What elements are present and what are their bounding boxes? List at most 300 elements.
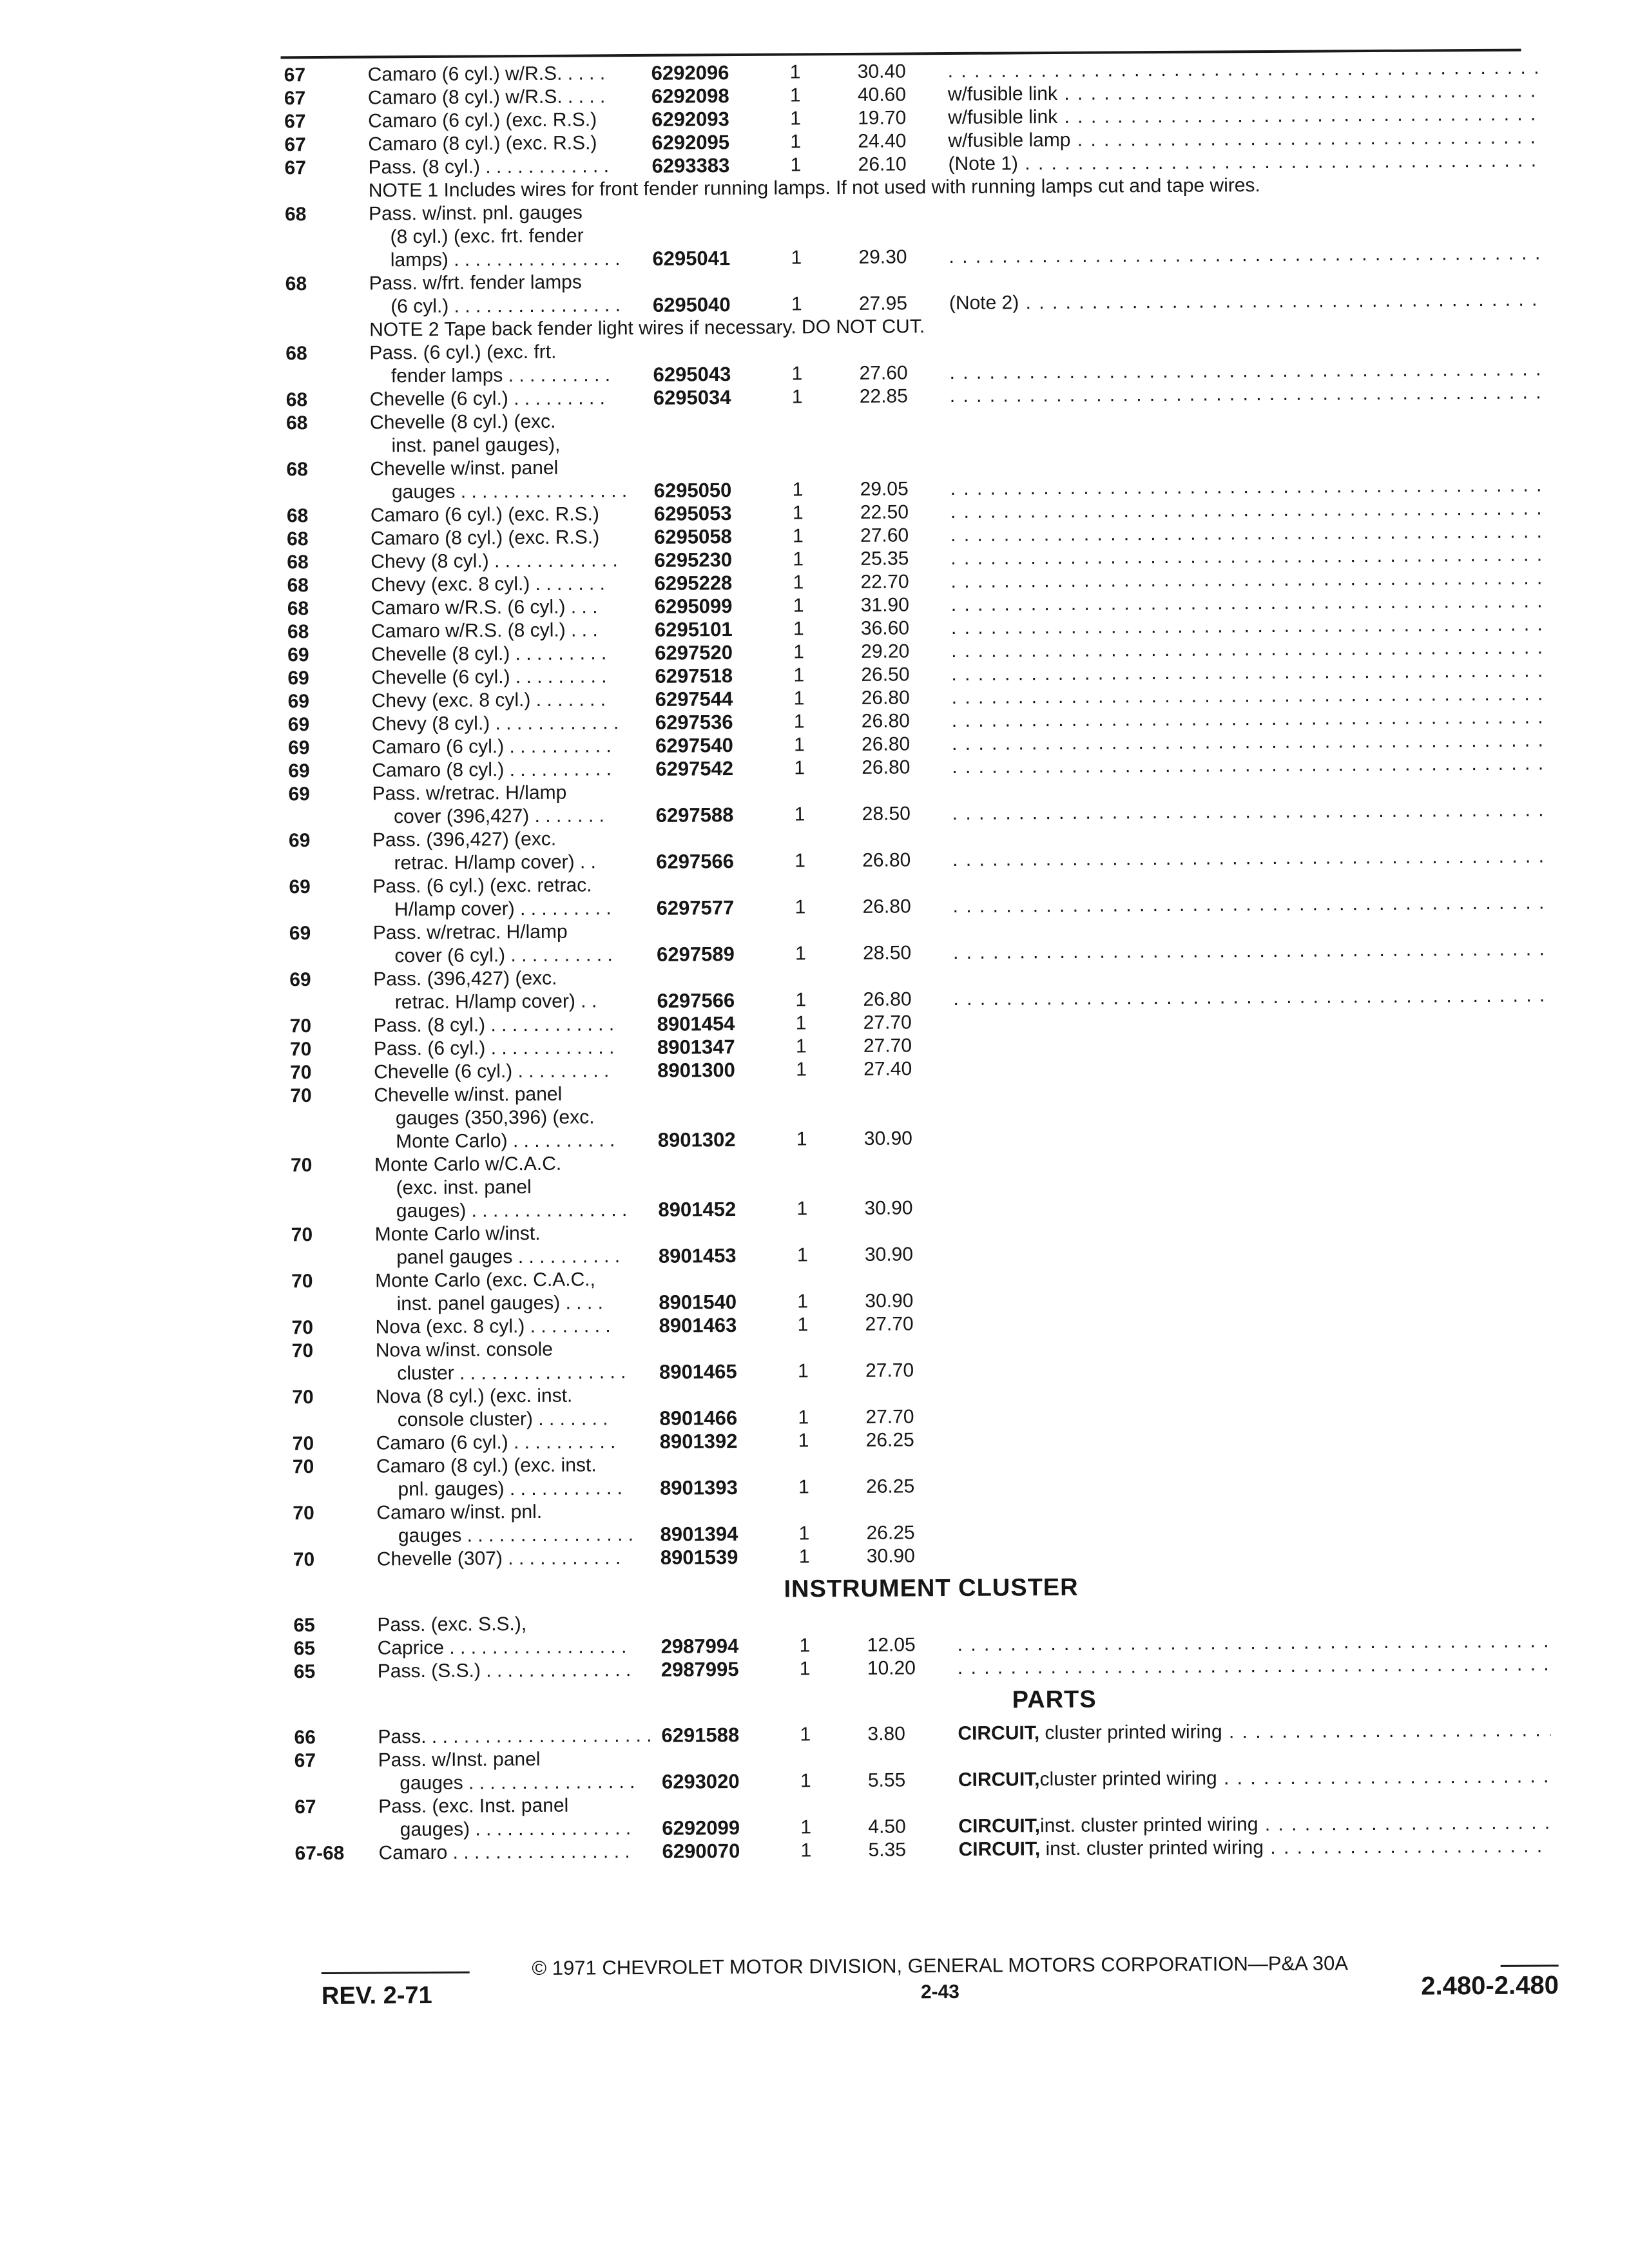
quantity: 1 bbox=[793, 664, 805, 686]
part-number: 6297577 bbox=[656, 896, 735, 919]
description-line: H/lamp cover) . . . . . . . . . bbox=[372, 898, 612, 921]
quantity: 1 bbox=[791, 293, 802, 315]
quantity: 1 bbox=[798, 1430, 809, 1452]
remark bbox=[948, 56, 1541, 83]
description-line: retrac. H/lamp cover) . . bbox=[373, 990, 597, 1014]
part-number: 6295041 bbox=[652, 247, 731, 270]
part-number: 6297540 bbox=[655, 734, 733, 757]
description-line: Camaro . . . . . . . . . . . . . . . . . bbox=[378, 1841, 630, 1864]
remark bbox=[950, 520, 1543, 547]
remark bbox=[950, 497, 1543, 524]
quantity: 1 bbox=[795, 943, 806, 965]
price: 30.90 bbox=[864, 1244, 914, 1265]
model-year: 69 bbox=[287, 691, 310, 713]
part-number: 6291588 bbox=[661, 1724, 740, 1747]
part-number: 2987995 bbox=[660, 1658, 739, 1681]
price: 22.70 bbox=[860, 571, 909, 593]
model-year: 67 bbox=[284, 134, 306, 156]
quantity: 1 bbox=[793, 734, 805, 756]
description-line: gauges . . . . . . . . . . . . . . . . bbox=[376, 1524, 634, 1547]
remark bbox=[958, 1765, 1551, 1792]
model-year: 69 bbox=[289, 876, 311, 898]
model-year: 70 bbox=[293, 1503, 314, 1524]
model-year: 67-68 bbox=[294, 1842, 345, 1865]
model-year: 69 bbox=[287, 714, 310, 736]
price: 29.05 bbox=[860, 478, 909, 500]
note-line: NOTE 1 Includes wires for front fender running lamps. If not used with running lamps cut and tape wires. bbox=[368, 175, 1260, 202]
description-line: (6 cyl.) . . . . . . . . . . . . . . . . bbox=[369, 294, 621, 318]
price: 26.80 bbox=[861, 733, 911, 755]
price: 31.90 bbox=[860, 594, 909, 616]
description-line: Chevy (exc. 8 cyl.) . . . . . . . bbox=[371, 573, 606, 596]
remark-keyword: CIRCUIT, bbox=[958, 1815, 1041, 1837]
description-line: Camaro (6 cyl.) (exc. R.S.) bbox=[368, 109, 597, 132]
model-year: 68 bbox=[286, 505, 309, 527]
remark bbox=[952, 729, 1545, 756]
quantity: 1 bbox=[797, 1360, 809, 1382]
remark bbox=[952, 798, 1545, 825]
description-line: inst. panel gauges), bbox=[370, 434, 561, 457]
remark bbox=[951, 613, 1544, 640]
quantity: 1 bbox=[795, 1035, 807, 1057]
quantity: 1 bbox=[789, 84, 801, 106]
list-item bbox=[285, 265, 1561, 319]
remark bbox=[952, 706, 1545, 733]
remark bbox=[948, 149, 1541, 176]
list-item bbox=[294, 1788, 1570, 1842]
part-number: 8901465 bbox=[659, 1360, 737, 1383]
remark-text: inst. cluster printed wiring bbox=[1040, 1837, 1264, 1860]
description-line: Pass. (8 cyl.) . . . . . . . . . . . . bbox=[373, 1014, 615, 1037]
model-year: 68 bbox=[287, 575, 309, 597]
quantity: 1 bbox=[796, 1198, 808, 1220]
quantity: 1 bbox=[791, 363, 803, 385]
description-line: Pass. . . . . . . . . . . . . . . . . . . . . . bbox=[378, 1724, 652, 1748]
model-year: 70 bbox=[289, 1039, 312, 1061]
remark bbox=[948, 79, 1541, 106]
model-year: 68 bbox=[285, 389, 308, 411]
model-year: 68 bbox=[285, 273, 307, 295]
quantity: 1 bbox=[798, 1546, 810, 1568]
description-line: Pass. (6 cyl.) (exc. frt. bbox=[369, 341, 557, 364]
description-line: gauges (350,396) (exc. bbox=[374, 1106, 595, 1129]
description-line: Nova (8 cyl.) (exc. inst. bbox=[376, 1385, 573, 1408]
description-line: console cluster) . . . . . . . bbox=[376, 1408, 608, 1431]
part-number: 6290070 bbox=[662, 1840, 740, 1863]
model-year: 68 bbox=[287, 528, 309, 550]
model-year: 67 bbox=[284, 88, 306, 110]
quantity: 1 bbox=[800, 1840, 812, 1861]
description-line: Camaro w/R.S. (6 cyl.) . . . bbox=[371, 596, 598, 619]
remark bbox=[949, 242, 1541, 269]
quantity: 1 bbox=[798, 1407, 809, 1428]
quantity: 1 bbox=[790, 131, 802, 153]
price: 26.25 bbox=[866, 1475, 915, 1497]
note-line: NOTE 2 Tape back fender light wires if necessary. DO NOT CUT. bbox=[369, 316, 925, 341]
remark bbox=[952, 682, 1545, 709]
list-item bbox=[292, 1332, 1568, 1386]
model-year: 68 bbox=[287, 598, 309, 620]
description-line: Camaro (6 cyl.) . . . . . . . . . . bbox=[371, 735, 612, 758]
part-number: 8901347 bbox=[657, 1035, 735, 1059]
remark-text: cluster printed wiring bbox=[1039, 1767, 1217, 1791]
remark bbox=[950, 566, 1543, 593]
price: 26.80 bbox=[862, 756, 911, 778]
model-year: 69 bbox=[287, 668, 309, 689]
part-number: 6293383 bbox=[651, 154, 730, 177]
model-year: 65 bbox=[293, 1661, 316, 1683]
price: 30.90 bbox=[866, 1545, 915, 1567]
price: 30.90 bbox=[865, 1290, 914, 1312]
list-item bbox=[286, 450, 1562, 505]
model-year: 69 bbox=[288, 760, 310, 782]
description-line: Chevy (8 cyl.) . . . . . . . . . . . . bbox=[371, 712, 619, 735]
section-title-parts: PARTS bbox=[1012, 1686, 1097, 1714]
price: 27.70 bbox=[865, 1360, 914, 1381]
description-line: Camaro w/inst. pnl. bbox=[376, 1501, 543, 1524]
price: 26.80 bbox=[862, 849, 911, 871]
remark-text: w/fusible lamp bbox=[948, 129, 1071, 152]
footer-rule-left bbox=[322, 1972, 470, 1974]
part-number: 6295101 bbox=[654, 618, 733, 641]
part-number: 6297588 bbox=[655, 803, 734, 827]
description-line: Pass. (exc. S.S.), bbox=[377, 1613, 527, 1636]
remark-text: (Note 2) bbox=[949, 292, 1019, 314]
price: 27.70 bbox=[865, 1313, 914, 1335]
quantity: 1 bbox=[800, 1816, 812, 1838]
price: 36.60 bbox=[860, 617, 910, 639]
quantity: 1 bbox=[794, 757, 805, 779]
part-number: 8901466 bbox=[659, 1407, 738, 1430]
description-line: panel gauges . . . . . . . . . . bbox=[374, 1245, 621, 1269]
quantity: 1 bbox=[796, 1128, 807, 1150]
price: 3.80 bbox=[867, 1723, 905, 1745]
parts-rows bbox=[294, 1718, 1570, 1865]
price: 27.40 bbox=[863, 1058, 912, 1080]
list-item bbox=[286, 404, 1562, 458]
part-number: 8901300 bbox=[657, 1059, 735, 1082]
remark bbox=[948, 102, 1541, 130]
model-year: 70 bbox=[291, 1271, 313, 1293]
remark bbox=[950, 381, 1543, 408]
price: 26.25 bbox=[865, 1429, 914, 1451]
quantity: 1 bbox=[795, 1012, 807, 1034]
remark bbox=[958, 1811, 1551, 1838]
list-item bbox=[288, 775, 1564, 829]
part-number: 8901302 bbox=[657, 1128, 736, 1151]
price: 22.50 bbox=[860, 501, 909, 523]
description-line: Pass. (exc. Inst. panel bbox=[378, 1794, 569, 1818]
description-line: Pass. w/retrac. H/lamp bbox=[372, 782, 567, 805]
part-number: 6295050 bbox=[653, 479, 732, 502]
description-line: cover (396,427) . . . . . . . bbox=[372, 805, 605, 828]
description-line: Chevelle (8 cyl.) . . . . . . . . . bbox=[371, 642, 607, 666]
part-number: 6297589 bbox=[656, 943, 735, 966]
model-year: 70 bbox=[292, 1433, 314, 1455]
price: 28.50 bbox=[862, 942, 912, 964]
quantity: 1 bbox=[793, 641, 804, 663]
description-line: gauges . . . . . . . . . . . . . . . . bbox=[370, 480, 628, 503]
remark bbox=[948, 126, 1541, 153]
quantity: 1 bbox=[792, 479, 804, 501]
price: 29.30 bbox=[858, 246, 907, 268]
part-number: 6295099 bbox=[654, 595, 733, 618]
part-number: 6295043 bbox=[653, 363, 731, 386]
list-item bbox=[289, 822, 1565, 876]
model-year: 69 bbox=[288, 830, 311, 852]
list-item bbox=[293, 1494, 1568, 1548]
price: 40.60 bbox=[857, 84, 907, 106]
part-number: 6292098 bbox=[651, 84, 729, 108]
part-number: 6295034 bbox=[653, 386, 731, 409]
description-line: Camaro (8 cyl.) (exc. R.S.) bbox=[368, 132, 597, 155]
quantity: 1 bbox=[791, 247, 802, 269]
model-year: 67 bbox=[284, 157, 307, 179]
model-year: 70 bbox=[293, 1549, 315, 1571]
model-year: 70 bbox=[289, 1015, 312, 1037]
reference-number: 2.480-2.480 bbox=[1421, 1971, 1559, 2001]
model-year: 69 bbox=[287, 644, 309, 666]
part-number: 6297544 bbox=[655, 687, 733, 711]
part-number: 6295053 bbox=[653, 502, 732, 525]
list-item bbox=[285, 195, 1561, 273]
price: 27.70 bbox=[863, 1012, 912, 1033]
quantity: 1 bbox=[793, 711, 805, 733]
quantity: 1 bbox=[793, 525, 804, 547]
list-item bbox=[289, 961, 1565, 1015]
description-line: Camaro (8 cyl.) (exc. inst. bbox=[376, 1454, 597, 1477]
description-line: inst. panel gauges) . . . . bbox=[375, 1292, 603, 1315]
list-item bbox=[292, 1378, 1568, 1432]
remark bbox=[952, 752, 1545, 779]
part-number: 8901539 bbox=[660, 1546, 738, 1569]
price: 5.35 bbox=[868, 1839, 907, 1861]
part-number: 8901463 bbox=[659, 1314, 737, 1337]
footer-bottom-row bbox=[321, 1971, 1559, 2015]
description-line: fender lamps . . . . . . . . . . bbox=[369, 364, 611, 387]
remark bbox=[949, 288, 1542, 315]
part-number: 6293020 bbox=[661, 1770, 740, 1793]
description-line: Monte Carlo w/inst. bbox=[374, 1222, 541, 1245]
remark bbox=[953, 891, 1546, 918]
model-year: 68 bbox=[286, 459, 308, 481]
price: 27.70 bbox=[865, 1406, 914, 1428]
description-line: Pass. w/frt. fender lamps bbox=[369, 271, 582, 294]
part-number: 8901394 bbox=[660, 1523, 738, 1546]
description-line: Chevy (exc. 8 cyl.) . . . . . . . bbox=[371, 689, 606, 712]
remark bbox=[953, 937, 1546, 965]
price: 10.20 bbox=[867, 1657, 916, 1679]
description-line: Pass. (396,427) (exc. bbox=[372, 828, 557, 851]
remark bbox=[951, 590, 1544, 617]
quantity: 1 bbox=[800, 1724, 811, 1745]
price: 12.05 bbox=[867, 1634, 916, 1656]
quantity: 1 bbox=[796, 1059, 807, 1081]
model-year: 68 bbox=[285, 412, 308, 434]
description-line: Chevelle (307) . . . . . . . . . . . bbox=[376, 1547, 621, 1570]
description-line: Chevelle w/inst. panel bbox=[370, 457, 559, 480]
description-line: retrac. H/lamp cover) . . bbox=[372, 851, 597, 874]
quantity: 1 bbox=[789, 61, 801, 83]
quantity: 1 bbox=[796, 1244, 808, 1266]
description-line: Monte Carlo) . . . . . . . . . . bbox=[374, 1129, 615, 1153]
quantity: 1 bbox=[793, 687, 805, 709]
copyright-text: © 1971 CHEVROLET MOTOR DIVISION, GENERAL MOTORS CORPORATION—P&A 30A bbox=[532, 1952, 1349, 1980]
part-number: 8901540 bbox=[659, 1291, 737, 1314]
price: 24.40 bbox=[858, 130, 907, 152]
remark bbox=[958, 1834, 1551, 1861]
part-number: 6297542 bbox=[655, 757, 734, 780]
page-number: 2-43 bbox=[920, 1981, 960, 2003]
price: 27.70 bbox=[863, 1035, 912, 1057]
list-item bbox=[291, 1146, 1567, 1224]
price: 26.80 bbox=[862, 896, 911, 918]
price: 30.40 bbox=[857, 61, 906, 82]
description-line: Pass. (6 cyl.) (exc. retrac. bbox=[372, 874, 592, 898]
part-number: 6297520 bbox=[655, 641, 733, 664]
page-footer bbox=[322, 1949, 1559, 2015]
model-year: 70 bbox=[291, 1340, 314, 1362]
remark-text: (Note 1) bbox=[948, 153, 1019, 175]
part-number: 8901453 bbox=[658, 1244, 737, 1267]
price: 27.95 bbox=[858, 293, 908, 314]
list-item bbox=[293, 1448, 1568, 1502]
price: 19.70 bbox=[858, 107, 907, 129]
part-number: 8901454 bbox=[657, 1012, 735, 1035]
revision-label: REV. 2-71 bbox=[321, 1981, 432, 2010]
price: 26.10 bbox=[858, 153, 907, 175]
description-line: gauges . . . . . . . . . . . . . . . . bbox=[378, 1771, 635, 1794]
remark bbox=[958, 1653, 1550, 1680]
model-year: 70 bbox=[291, 1317, 314, 1339]
quantity: 1 bbox=[790, 154, 802, 176]
remark-text: w/fusible link bbox=[948, 106, 1058, 129]
description-line: Pass. (6 cyl.) . . . . . . . . . . . . bbox=[373, 1037, 615, 1060]
part-number: 6297536 bbox=[655, 711, 733, 734]
description-line: Pass. (S.S.) . . . . . . . . . . . . . . bbox=[377, 1659, 631, 1682]
model-year: 66 bbox=[294, 1727, 316, 1749]
remark bbox=[951, 659, 1544, 686]
quantity: 1 bbox=[793, 595, 804, 617]
description-line: Pass. w/inst. pnl. gauges bbox=[368, 202, 583, 225]
description-line: Pass. (396,427) (exc. bbox=[373, 967, 557, 990]
quantity: 1 bbox=[793, 548, 804, 570]
price: 30.90 bbox=[864, 1197, 913, 1219]
price: 26.80 bbox=[861, 710, 911, 732]
model-year: 67 bbox=[284, 64, 306, 86]
description-line: (8 cyl.) (exc. frt. fender bbox=[369, 225, 584, 248]
remark bbox=[952, 845, 1545, 872]
quantity: 1 bbox=[797, 1291, 809, 1312]
model-year: 70 bbox=[290, 1062, 312, 1084]
description-line: Chevelle (6 cyl.) . . . . . . . . . bbox=[374, 1060, 610, 1083]
price: 4.50 bbox=[868, 1816, 906, 1838]
model-year: 69 bbox=[289, 923, 311, 945]
model-year: 65 bbox=[293, 1615, 315, 1637]
model-year: 70 bbox=[290, 1155, 313, 1177]
model-year: 69 bbox=[289, 969, 311, 991]
part-number: 2987994 bbox=[660, 1635, 739, 1658]
footer-rule-right bbox=[1501, 1965, 1559, 1967]
part-number: 8901393 bbox=[660, 1476, 738, 1499]
list-item bbox=[291, 1262, 1567, 1316]
price: 25.35 bbox=[860, 548, 909, 570]
description-line: Chevelle (6 cyl.) . . . . . . . . . bbox=[371, 666, 607, 689]
description-line: Camaro (6 cyl.) (exc. R.S.) bbox=[370, 503, 600, 526]
description-line: Camaro (8 cyl.) . . . . . . . . . . bbox=[372, 758, 612, 782]
list-item bbox=[294, 1742, 1570, 1796]
part-number: 6297566 bbox=[657, 989, 735, 1012]
quantity: 1 bbox=[800, 1770, 811, 1792]
description-line: Camaro (6 cyl.) w/R.S. . . . . bbox=[367, 62, 606, 86]
quantity: 1 bbox=[795, 989, 807, 1011]
remark-text: w/fusible link bbox=[947, 82, 1058, 106]
model-year: 70 bbox=[290, 1085, 312, 1107]
wiring-harness-rows bbox=[284, 56, 1569, 1571]
description-line: Nova w/inst. console bbox=[375, 1338, 554, 1361]
description-line: lamps) . . . . . . . . . . . . . . . . bbox=[369, 248, 621, 271]
quantity: 1 bbox=[795, 850, 805, 872]
price: 28.50 bbox=[862, 803, 911, 825]
remark bbox=[950, 543, 1543, 570]
description-line: Camaro (8 cyl.) (exc. R.S.) bbox=[371, 526, 600, 550]
quantity: 1 bbox=[791, 386, 803, 408]
description-line: Pass. (8 cyl.) . . . . . . . . . . . . bbox=[368, 155, 610, 178]
model-year: 69 bbox=[287, 737, 310, 759]
part-number: 6297566 bbox=[656, 850, 734, 873]
description-line: Chevelle (8 cyl.) (exc. bbox=[369, 410, 556, 434]
description-line: Monte Carlo (exc. C.A.C., bbox=[375, 1269, 596, 1292]
part-number: 6292095 bbox=[651, 131, 730, 154]
quantity: 1 bbox=[799, 1635, 811, 1657]
description-line: gauges) . . . . . . . . . . . . . . . bbox=[378, 1818, 631, 1841]
remark-keyword: CIRCUIT, bbox=[958, 1769, 1040, 1791]
model-year: 69 bbox=[288, 783, 311, 805]
price: 27.60 bbox=[860, 524, 909, 546]
price: 30.90 bbox=[863, 1128, 912, 1149]
description-line: Chevelle w/inst. panel bbox=[374, 1083, 563, 1106]
list-item bbox=[285, 334, 1561, 389]
model-year: 68 bbox=[287, 621, 309, 643]
list-item bbox=[291, 1216, 1567, 1270]
quantity: 1 bbox=[793, 572, 804, 593]
section-title-instrument-cluster: INSTRUMENT CLUSTER bbox=[784, 1573, 1079, 1603]
model-year: 68 bbox=[285, 343, 307, 365]
description-line: Caprice . . . . . . . . . . . . . . . . . bbox=[377, 1636, 627, 1659]
model-year: 67 bbox=[294, 1796, 316, 1818]
price: 27.60 bbox=[859, 362, 908, 384]
part-number: 6292093 bbox=[651, 108, 729, 131]
price: 29.20 bbox=[861, 640, 910, 662]
description-line: Camaro w/R.S. (8 cyl.) . . . bbox=[371, 619, 598, 642]
model-year: 68 bbox=[284, 204, 307, 226]
price: 5.55 bbox=[867, 1769, 906, 1791]
quantity: 1 bbox=[794, 803, 805, 825]
quantity: 1 bbox=[797, 1314, 809, 1336]
description-line: Chevy (8 cyl.) . . . . . . . . . . . . bbox=[371, 550, 618, 573]
remark bbox=[958, 1718, 1550, 1745]
quantity: 1 bbox=[793, 618, 804, 640]
list-item bbox=[290, 1077, 1566, 1154]
description-line: (exc. inst. panel bbox=[374, 1176, 532, 1199]
remark bbox=[957, 1564, 1550, 1568]
description-line: Pass. w/retrac. H/lamp bbox=[372, 921, 568, 944]
price: 26.25 bbox=[866, 1522, 915, 1544]
part-number: 8901452 bbox=[658, 1198, 737, 1221]
part-number: 6292096 bbox=[651, 61, 729, 84]
price: 26.50 bbox=[861, 664, 910, 686]
instrument-cluster-rows bbox=[293, 1606, 1570, 1684]
